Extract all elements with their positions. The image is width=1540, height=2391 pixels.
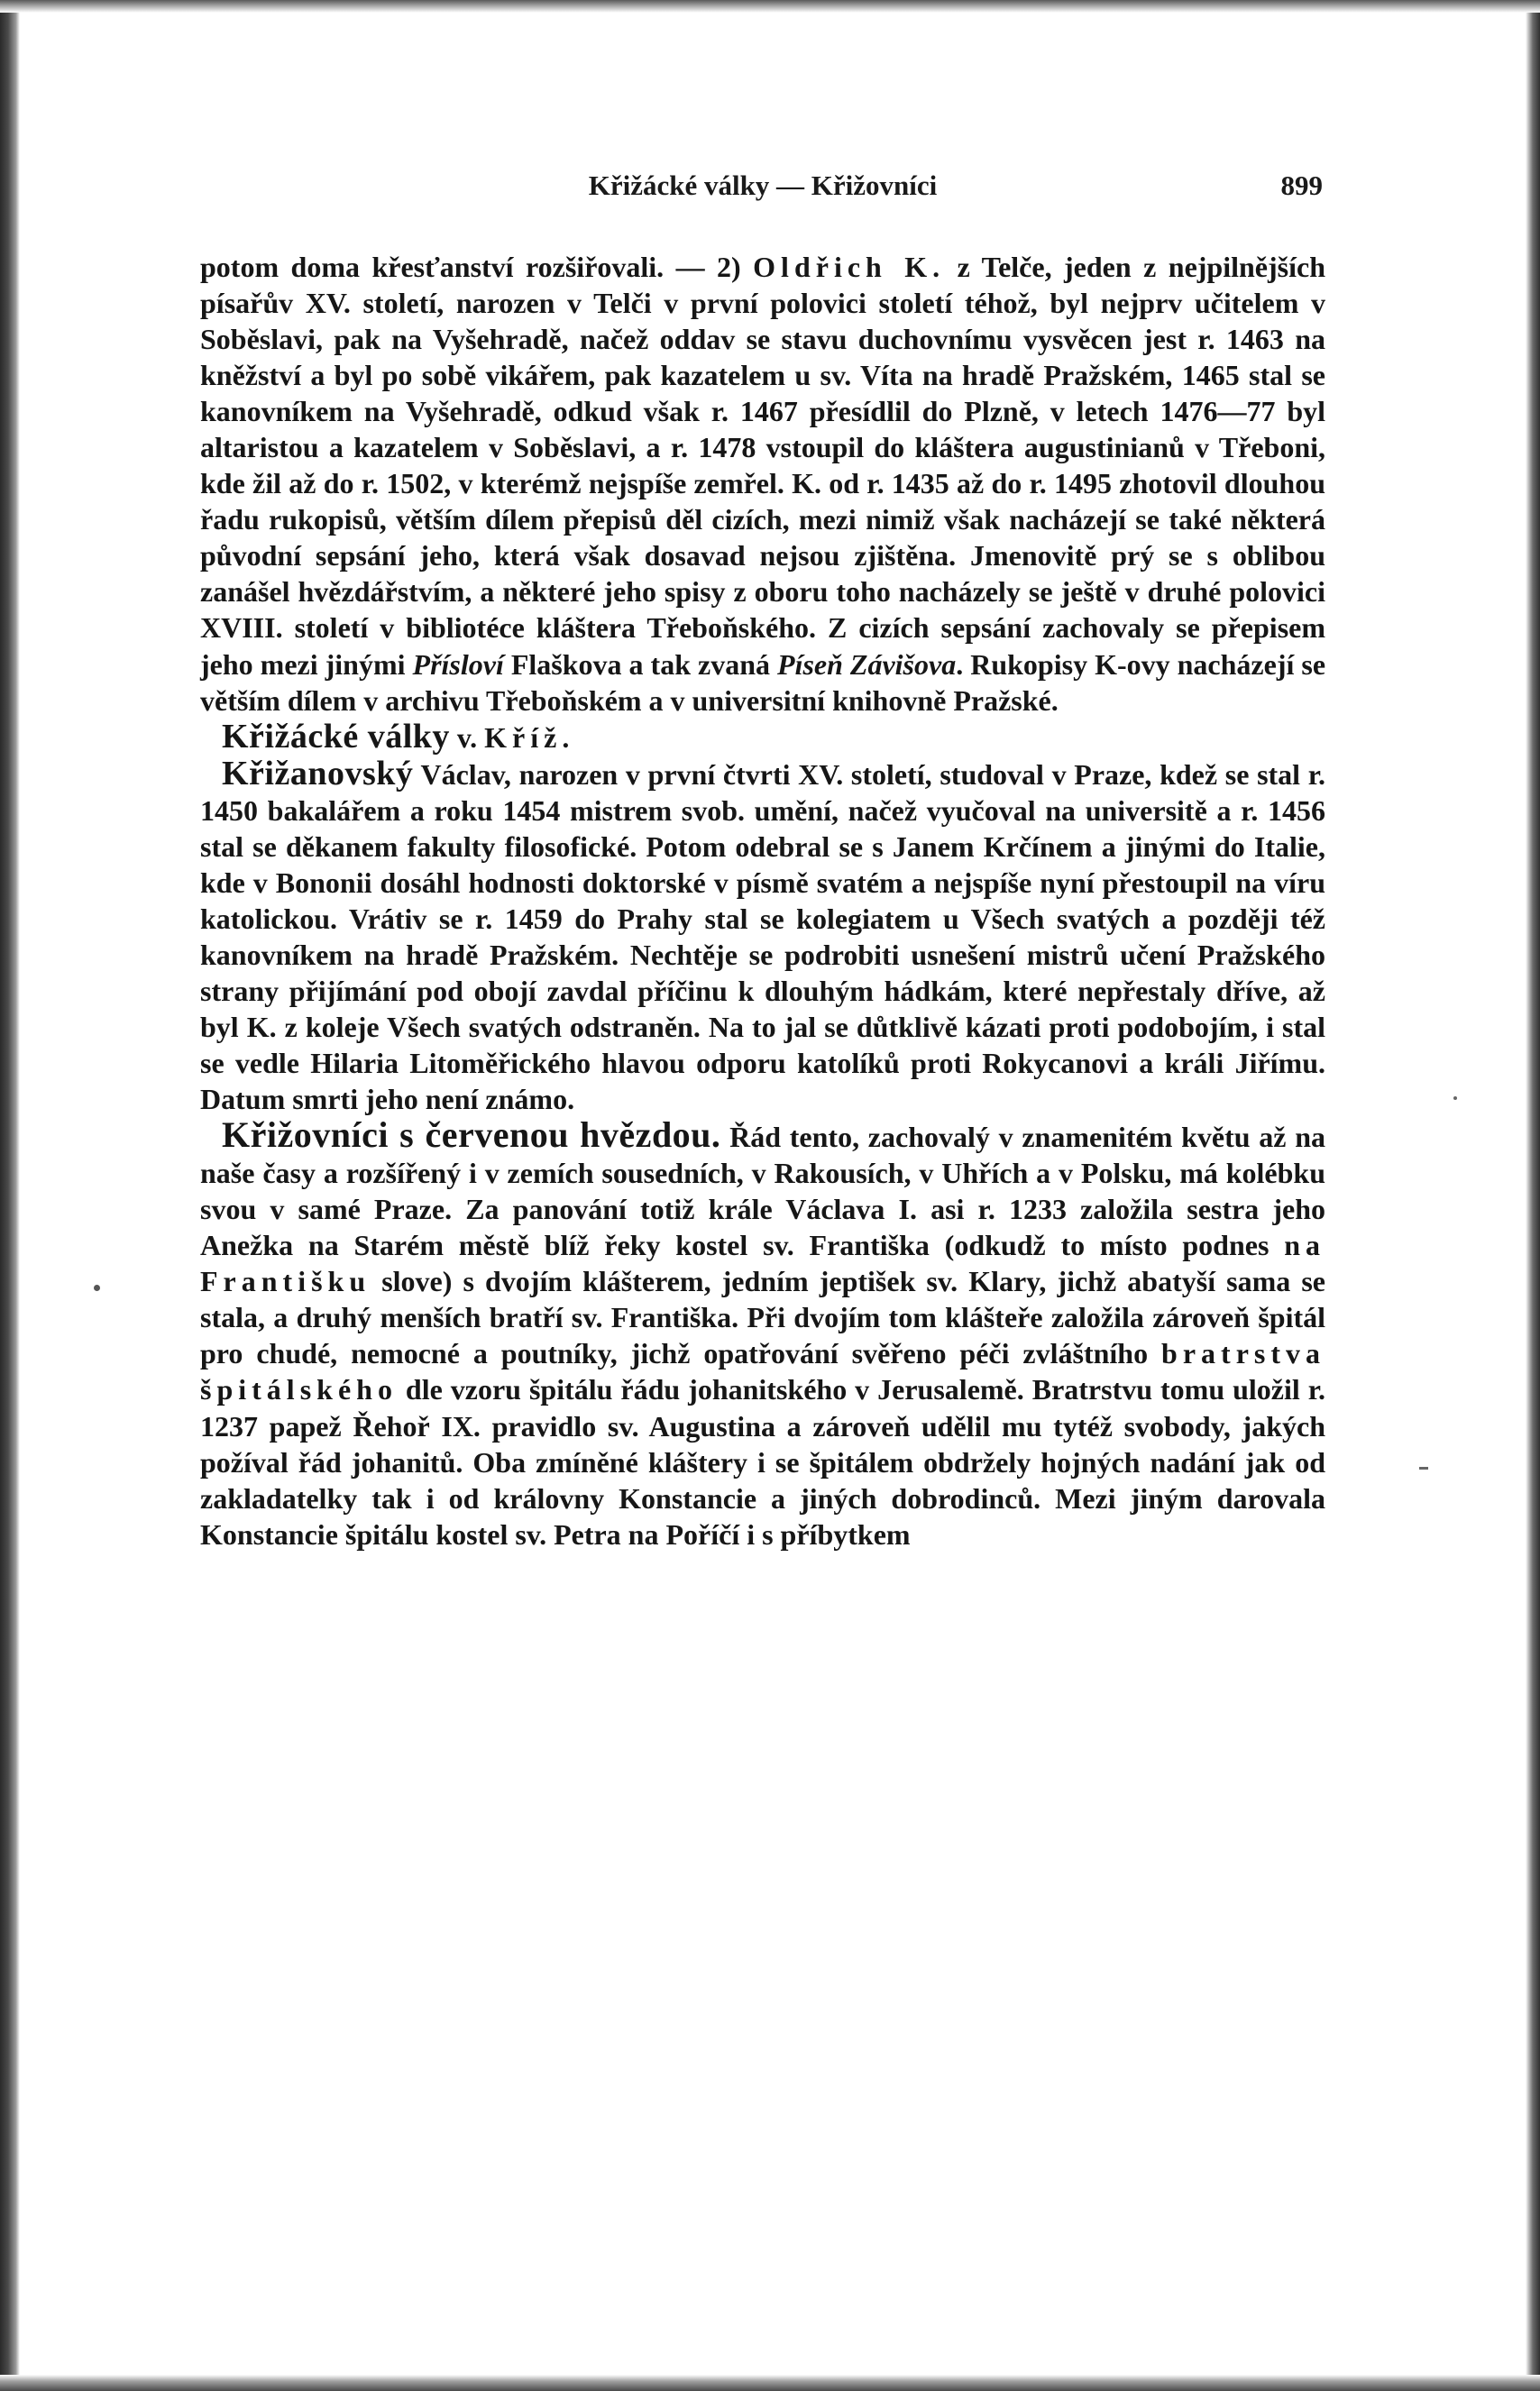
work-title: Přísloví (412, 647, 504, 681)
body-text (200, 249, 1325, 1553)
scan-edge-bottom (0, 2375, 1540, 2391)
scan-edge-top (0, 0, 1540, 13)
entry-krizovnici: Křižovníci s červenou hvězdou. Řád tento, zachovalý v znamenitém květu až na naše časy a rozšířený i v zemích sousedních, v Rakousích, v Uhřích a v Polsku, má kolébku svou v samé Praze. Za panování totiž krále Václava I. asi r. 1233 založila sestra jeho Anežka na Starém městě blíž řeky kostel sv. Františka (odkudž to místo podnes na Františku slove) s dvojím klášterem, jedním jeptišek sv. Klary, jichž abatyší sama se stala, a druhý menších bratří sv. Františka. Při dvojím tom klášteře založila zároveň špitál pro chudé, nemocné a poutníky, jichž opatřování svěřeno péči zvláštního bratrstva špitálského dle vzoru špitálu řádu johanitského v Jerusalemě. Bratrstvu tomu uložil r. 1237 papež Řehoř IX. pravidlo sv. Augustina a zároveň udělil mu tytéž svobody, jakých požíval řád johanitů. Oba zmíněné kláštery i se špitálem obdržely hojných nadání jak od zakladatelky tak i od královny Konstancie a jiných dobrodinců. Mezi jiným darovala Konstancie špitálu kostel sv. Petra na Poříčí i s příbytkem (200, 1114, 1326, 1551)
work-title: Píseň Závišova (777, 647, 957, 681)
paragraph-continuation: potom doma křesťanství rozšiřovali. — 2) Oldřich K. z Telče, jeden z nejpilnějších písařův XV. století, narozen v Telči v první polovici století téhož, byl nejprv učitelem v Soběslavi, pak na Vyšehradě, načež oddav se stavu duchovnímu vysvěcen jest r. 1463 na kněžství a byl po sobě vikářem, pak kazatelem u sv. Víta na hradě Pražském, 1465 stal se kanovníkem na Vyšehradě, odkud však r. 1467 přesídlil do Plzně, v letech 1476—77 byl altaristou a kazatelem v Soběslavi, a r. 1478 vstoupil do kláštera augustinianů v Třeboni, kde žil až do r. 1502, v kterémž nejspíše zemřel. K. od r. 1435 až do r. 1495 zhotovil dlouhou řadu rukopisů, větším dílem přepisů děl cizích, mezi nimiž však nacházejí se také některá původní sepsání jeho, která však dosavad nejsou zjištěna. Jmenovitě prý se s oblibou zanášel hvězdářstvím, a některé jeho spisy z oboru toho nacházely se ještě v druhé polovici XVIII. století v bibliotéce kláštera Třeboňského. Z cizích sepsání zachovaly se přepisem jeho mezi jinými Přísloví Flaškova a tak zvaná Píseň Závišova. Rukopisy K-ovy nacházejí se větším dílem v archivu Třeboňském a v universitní knihovně Pražské. (200, 251, 1326, 717)
spaced-term: na Františku (200, 1229, 1325, 1298)
running-title: Křižácké války — Křižovníci (588, 169, 938, 201)
entry-krizanovsky: Křižanovský Václav, narozen v první čtvrti XV. století, studoval v Praze, kdež se stal r. 1450 bakalářem a roku 1454 mistrem svob. umění, načež vyučoval na universitě a r. 1456 stal se děkanem fakulty filosofické. Potom odebral se s Janem Krčínem a jinými do Italie, kde v Bononii dosáhl hodnosti doktorské v písmě svatém a nejspíše nyní přestoupil na víru katolickou. Vrátiv se r. 1459 do Prahy stal se kolegiatem u Všech svatých a později též kanovníkem na hradě Pražském. Nechtěje se podrobiti usnešení mistrů učení Pražského strany přijímání pod obojí zavdal příčinu k dlouhým hádkám, které nepřestaly dříve, až byl K. z koleje Všech svatých odstraněn. Na to jal se důtklivě kázati proti podobojím, i stal se vedle Hilaria Litoměřického hlavou odporu katolíků proti Rokycanovi a králi Jiřímu. Datum smrti jeho není známo. (200, 754, 1325, 1116)
margin-dash-mark (1419, 1467, 1428, 1470)
cross-reference: Kříž. (484, 720, 575, 754)
scan-edge-right (1526, 0, 1540, 2391)
margin-dot-mark (94, 1285, 100, 1291)
spaced-term: bratrstva špitálského (200, 1337, 1325, 1406)
scan-edge-left (0, 0, 20, 2391)
margin-dot-mark (1453, 1096, 1457, 1100)
page-number: 899 (1280, 169, 1323, 201)
entry-name: Oldřich K. (753, 251, 946, 283)
running-head (203, 169, 1323, 209)
entry-krizacke-valky: Křižácké války v. Kříž. (222, 717, 575, 756)
entry-heading: Křižácké války (222, 717, 450, 756)
entry-heading: Křižovníci s červenou hvězdou. (222, 1114, 721, 1156)
entry-heading: Křižanovský (222, 754, 414, 792)
